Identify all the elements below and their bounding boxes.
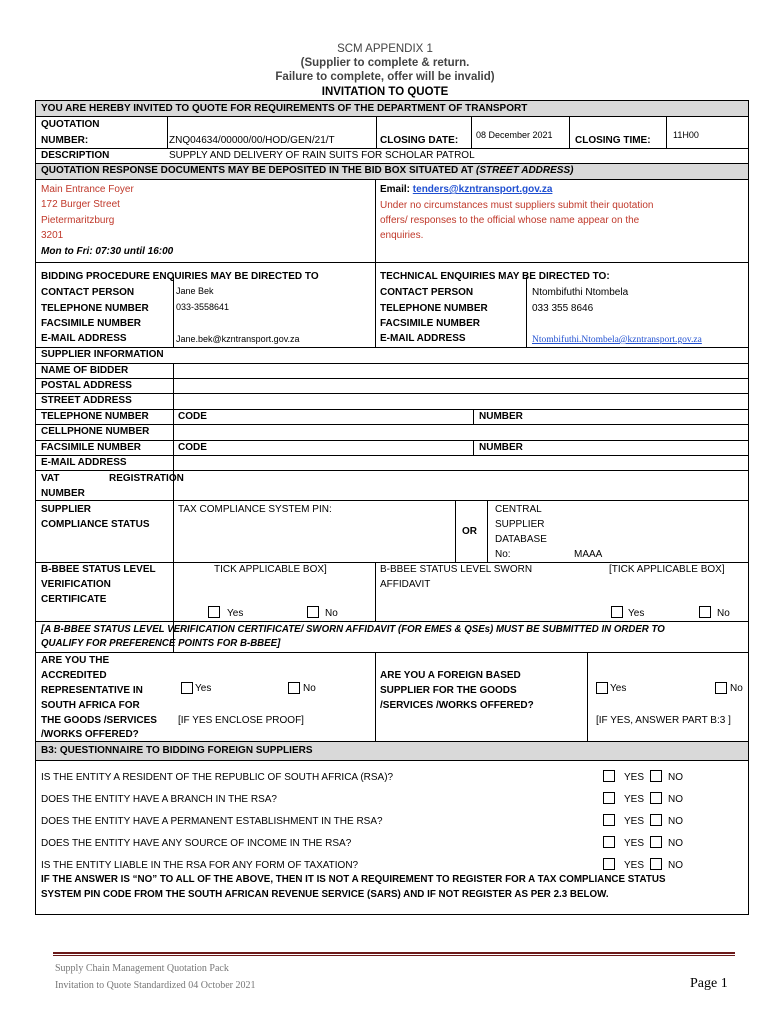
b3-question-resident: IS THE ENTITY A RESIDENT OF THE REPUBLIC OF SOUTH AFRICA (RSA)? xyxy=(41,772,394,783)
deposit-title xyxy=(41,163,573,178)
deposit-note-1: Under no circumstances must suppliers submit their quotation xyxy=(380,200,654,211)
supplier-tel-label: TELEPHONE NUMBER xyxy=(41,411,149,422)
rule xyxy=(36,500,748,501)
bidding-tel: 033-3558641 xyxy=(176,302,230,312)
foreign-no-checkbox[interactable] xyxy=(715,682,727,694)
rule xyxy=(375,179,376,347)
rep-yes-label: Yes xyxy=(195,683,212,694)
sworn-yes-checkbox[interactable] xyxy=(611,606,623,618)
footer-pack-title: Supply Chain Management Quotation Pack xyxy=(55,963,229,974)
taxation-yes-label: YES xyxy=(624,860,645,871)
rule xyxy=(36,378,748,379)
deposit-title-street: (STREET ADDRESS) xyxy=(476,165,574,176)
page-number: Page 1 xyxy=(690,976,728,991)
invite-title: YOU ARE HEREBY INVITED TO QUOTE FOR REQUIREMENTS OF THE DEPARTMENT OF TRANSPORT xyxy=(41,103,528,114)
rule xyxy=(473,440,474,455)
b3-final-note: IF THE ANSWER IS “NO” TO ALL OF THE ABOVE, THEN IT IS NOT A REQUIREMENT TO REGISTER FOR A TAX COMPLIANCE STATUS xyxy=(41,874,666,885)
footer-rule xyxy=(53,952,735,954)
branch-yes-checkbox[interactable] xyxy=(603,792,615,804)
vat-label-3: NUMBER xyxy=(41,488,85,499)
address-line-1: Main Entrance Foyer xyxy=(41,184,134,195)
postal-address-label: POSTAL ADDRESS xyxy=(41,380,132,391)
branch-no-label: NO xyxy=(668,794,683,805)
foreign-question-1: ARE YOU A FOREIGN BASED xyxy=(380,670,521,681)
establishment-no-label: NO xyxy=(668,816,683,827)
closing-time: 11H00 xyxy=(673,130,699,140)
email-label: Email: xyxy=(380,184,411,195)
appendix-title: SCM APPENDIX 1 xyxy=(337,43,433,55)
csd-label-3: DATABASE xyxy=(495,534,547,545)
maaa-prefix: MAAA xyxy=(574,549,603,560)
tel-code-label: CODE xyxy=(178,411,207,422)
description: SUPPLY AND DELIVERY OF RAIN SUITS FOR SCHOLAR PATROL xyxy=(169,150,475,161)
sworn-no-checkbox[interactable] xyxy=(699,606,711,618)
closing-date-label: CLOSING DATE: xyxy=(380,135,459,146)
rule xyxy=(376,116,377,148)
deposit-note-3: enquiries. xyxy=(380,230,424,241)
tick-applicable-sworn: [TICK APPLICABLE BOX] xyxy=(609,564,725,575)
cert-yes-label: Yes xyxy=(227,608,244,619)
supplier-email-label: E-MAIL ADDRESS xyxy=(41,457,127,468)
deposit-title-text: QUOTATION RESPONSE DOCUMENTS MAY BE DEPOSITED IN THE BID BOX SITUATED AT xyxy=(41,165,477,176)
foreign-note: [IF YES, ANSWER PART B:3 ] xyxy=(596,715,731,726)
technical-contact-label: CONTACT PERSON xyxy=(380,287,474,298)
establishment-yes-label: YES xyxy=(624,816,645,827)
rule xyxy=(36,652,748,653)
resident-no-checkbox[interactable] xyxy=(650,770,662,782)
office-hours: Mon to Fri: 07:30 until 16:00 xyxy=(41,246,174,257)
tenders-email-link[interactable]: tenders@kzntransport.gov.za xyxy=(412,184,553,195)
technical-tel: 033 355 8646 xyxy=(532,303,594,314)
bidding-contact: Jane Bek xyxy=(176,286,214,296)
rep-question-4: SOUTH AFRICA FOR xyxy=(41,700,140,711)
rule xyxy=(36,455,748,456)
supplier-instruction: (Supplier to complete & return. xyxy=(300,57,470,69)
address-line-2: 172 Burger Street xyxy=(41,199,120,210)
technical-title: TECHNICAL ENQUIRIES MAY BE DIRECTED TO: xyxy=(380,271,610,282)
cellphone-label: CELLPHONE NUMBER xyxy=(41,426,150,437)
rule xyxy=(36,393,748,394)
address-line-4: 3201 xyxy=(41,230,64,241)
bidder-name-label: NAME OF BIDDER xyxy=(41,365,129,376)
compliance-label: SUPPLIER xyxy=(41,504,92,515)
branch-yes-label: YES xyxy=(624,794,645,805)
foreign-question-3: /SERVICES /WORKS OFFERED? xyxy=(380,700,534,711)
bbbee-cert-label-2: VERIFICATION xyxy=(41,579,111,590)
rule xyxy=(526,277,527,347)
street-address-label: STREET ADDRESS xyxy=(41,395,132,406)
failure-warning: Failure to complete, offer will be invalid) xyxy=(275,71,495,83)
foreign-no-label: No xyxy=(730,683,743,694)
rep-proof-note: [IF YES ENCLOSE PROOF] xyxy=(178,715,304,726)
rep-question-6: /WORKS OFFERED? xyxy=(41,729,139,740)
bidding-fax-label: FACSIMILE NUMBER xyxy=(41,318,141,329)
income-no-label: NO xyxy=(668,838,683,849)
rule xyxy=(569,116,570,148)
quotation-form xyxy=(35,100,749,915)
foreign-yes-label: Yes xyxy=(610,683,627,694)
rule xyxy=(473,409,474,424)
rule xyxy=(173,363,174,652)
technical-tel-label: TELEPHONE NUMBER xyxy=(380,303,488,314)
bidding-email-label: E-MAIL ADDRESS xyxy=(41,333,127,344)
rule xyxy=(375,652,376,741)
closing-date: 08 December 2021 xyxy=(476,130,553,140)
bidding-tel-label: TELEPHONE NUMBER xyxy=(41,303,149,314)
rule xyxy=(587,652,588,741)
rule xyxy=(455,500,456,562)
vat-label-2: REGISTRATION xyxy=(109,473,184,484)
vat-label: VAT xyxy=(41,473,60,484)
resident-no-label: NO xyxy=(668,772,683,783)
sworn-no-label: No xyxy=(717,608,730,619)
rule xyxy=(666,116,667,148)
fax-number-label: NUMBER xyxy=(479,442,523,453)
quotation-label-2: NUMBER: xyxy=(41,135,89,146)
income-yes-label: YES xyxy=(624,838,645,849)
tick-applicable-cert: TICK APPLICABLE BOX] xyxy=(214,564,327,575)
rule xyxy=(36,179,748,180)
b3-question-taxation: IS THE ENTITY LIABLE IN THE RSA FOR ANY FORM OF TAXATION? xyxy=(41,860,359,871)
taxation-no-label: NO xyxy=(668,860,683,871)
rule xyxy=(375,562,376,621)
rep-question-3: REPRESENTATIVE IN xyxy=(41,685,143,696)
compliance-label-2: COMPLIANCE STATUS xyxy=(41,519,150,530)
address-line-3: Pietermaritzburg xyxy=(41,215,115,226)
b3-final-note-2: SYSTEM PIN CODE FROM THE SOUTH AFRICAN REVENUE SERVICE (SARS) AND IF NOT REGISTER AS PER 2.3 BELOW. xyxy=(41,889,609,900)
income-no-checkbox[interactable] xyxy=(650,836,662,848)
bbbee-cert-label-3: CERTIFICATE xyxy=(41,594,107,605)
rep-no-label: No xyxy=(303,683,316,694)
rule xyxy=(36,760,748,761)
tax-pin-label: TAX COMPLIANCE SYSTEM PIN: xyxy=(178,504,332,515)
fax-code-label: CODE xyxy=(178,442,207,453)
description-label: DESCRIPTION xyxy=(41,150,110,161)
page-title: INVITATION TO QUOTE xyxy=(321,86,449,98)
quotation-label: QUOTATION xyxy=(41,119,100,130)
establishment-no-checkbox[interactable] xyxy=(650,814,662,826)
cert-yes-checkbox[interactable] xyxy=(208,606,220,618)
rule xyxy=(167,116,168,148)
technical-email-label: E-MAIL ADDRESS xyxy=(380,333,466,344)
technical-email-link[interactable]: Ntombifuthi.Ntombela@kzntransport.gov.za xyxy=(532,335,702,345)
rule xyxy=(36,262,748,263)
bidding-contact-label: CONTACT PERSON xyxy=(41,287,135,298)
rule xyxy=(36,741,748,742)
rule xyxy=(36,116,748,117)
bbbee-notice: [A B-BBEE STATUS LEVEL VERIFICATION CERTIFICATE/ SWORN AFFIDAVIT (FOR EMES & QSEs) MUST BE SUBMITTED IN ORDER TO xyxy=(41,624,665,635)
branch-no-checkbox[interactable] xyxy=(650,792,662,804)
quotation-number: ZNQ04634/00000/00/HOD/GEN/21/T xyxy=(169,135,335,146)
taxation-yes-checkbox[interactable] xyxy=(603,858,615,870)
bbbee-sworn-label: B-BBEE STATUS LEVEL SWORN xyxy=(380,564,533,575)
closing-time-label: CLOSING TIME: xyxy=(575,135,651,146)
b3-question-income: DOES THE ENTITY HAVE ANY SOURCE OF INCOME IN THE RSA? xyxy=(41,838,352,849)
income-yes-checkbox[interactable] xyxy=(603,836,615,848)
foreign-yes-checkbox[interactable] xyxy=(596,682,608,694)
bidding-title: BIDDING PROCEDURE ENQUIRIES MAY BE DIRECTED TO xyxy=(41,271,319,282)
rule xyxy=(36,363,748,364)
resident-yes-checkbox[interactable] xyxy=(603,770,615,782)
cert-no-checkbox[interactable] xyxy=(307,606,319,618)
taxation-no-checkbox[interactable] xyxy=(650,858,662,870)
rep-yes-checkbox[interactable] xyxy=(181,682,193,694)
deposit-email xyxy=(380,182,552,197)
rule xyxy=(471,116,472,148)
bbbee-cert-label: B-BBEE STATUS LEVEL xyxy=(41,564,156,575)
footer-standardized-date: Invitation to Quote Standardized 04 October 2021 xyxy=(55,980,256,991)
deposit-note-2: offers/ responses to the official whose name appear on the xyxy=(380,215,640,226)
rep-question-5: THE GOODS /SERVICES xyxy=(41,715,157,726)
technical-fax-label: FACSIMILE NUMBER xyxy=(380,318,480,329)
rule xyxy=(36,440,748,441)
rep-question-2: ACCREDITED xyxy=(41,670,107,681)
csd-label: CENTRAL xyxy=(495,504,542,515)
b3-question-establishment: DOES THE ENTITY HAVE A PERMANENT ESTABLISHMENT IN THE RSA? xyxy=(41,816,383,827)
bbbee-sworn-label-2: AFFIDAVIT xyxy=(380,579,431,590)
rule xyxy=(173,277,174,347)
foreign-question-2: SUPPLIER FOR THE GOODS xyxy=(380,685,517,696)
csd-label-4: No: xyxy=(495,549,511,560)
bidding-email[interactable]: Jane.bek@kzntransport.gov.za xyxy=(176,334,300,344)
b3-question-branch: DOES THE ENTITY HAVE A BRANCH IN THE RSA? xyxy=(41,794,277,805)
supplier-title: SUPPLIER INFORMATION xyxy=(41,349,164,360)
technical-contact: Ntombifuthi Ntombela xyxy=(532,287,629,298)
rep-question-1: ARE YOU THE xyxy=(41,655,110,666)
csd-label-2: SUPPLIER xyxy=(495,519,545,530)
or-label: OR xyxy=(462,526,477,537)
supplier-fax-label: FACSIMILE NUMBER xyxy=(41,442,141,453)
resident-yes-label: YES xyxy=(624,772,645,783)
establishment-yes-checkbox[interactable] xyxy=(603,814,615,826)
sworn-yes-label: Yes xyxy=(628,608,645,619)
tel-number-label: NUMBER xyxy=(479,411,523,422)
rep-no-checkbox[interactable] xyxy=(288,682,300,694)
rule xyxy=(487,500,488,562)
bbbee-notice-2: QUALIFY FOR PREFERENCE POINTS FOR B-BBEE] xyxy=(41,638,281,649)
cert-no-label: No xyxy=(325,608,338,619)
b3-title: B3: QUESTIONNAIRE TO BIDDING FOREIGN SUPPLIERS xyxy=(41,745,313,756)
footer-rule xyxy=(53,955,735,956)
